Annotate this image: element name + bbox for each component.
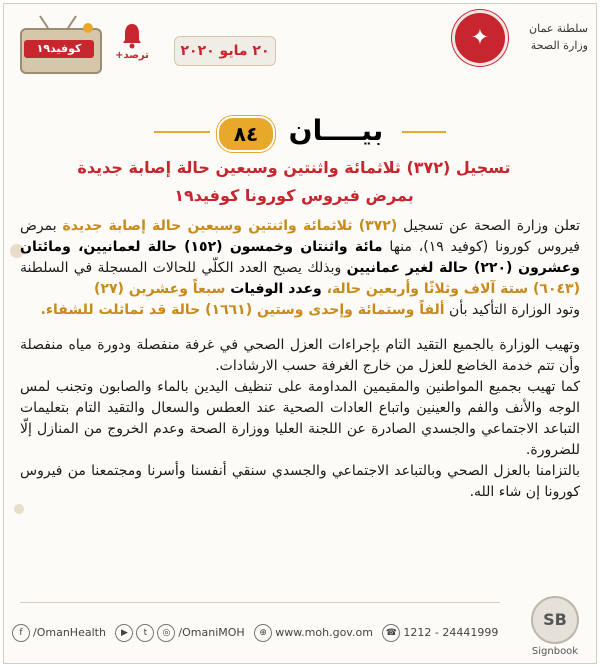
ministry-name bbox=[512, 20, 588, 54]
breakdown-bold: مائة واثنتان وخمسون (١٥٢) حالة لعمانيين، ومائتان وعشرون (٢٢٠) حالة لغير عمانيين bbox=[20, 239, 580, 276]
footer-contacts bbox=[12, 624, 499, 648]
bell-icon bbox=[121, 22, 143, 50]
twitter-icon: t bbox=[136, 624, 154, 642]
text-run: وتود الوزارة التأكيد بأن bbox=[444, 302, 580, 318]
deaths-highlight: سبعاً وعشرين (٢٧) bbox=[94, 281, 226, 297]
youtube-icon: ▶ bbox=[115, 624, 133, 642]
ministry-line-1: سلطنة عمان bbox=[529, 22, 588, 35]
deaths-label: وعدد الوفيات bbox=[225, 281, 327, 297]
new-cases-highlight: (٣٧٢) ثلاثمائة واثنتين وسبعين حالة إصابة جديدة bbox=[62, 218, 398, 234]
facebook-link[interactable] bbox=[12, 624, 106, 642]
instagram-icon: ◎ bbox=[157, 624, 175, 642]
subtitle-line-1: تسجيل (٣٧٢) ثلاثمائة واثنتين وسبعين حالة إصابة جديدة bbox=[77, 158, 511, 177]
globe-icon: ⊕ bbox=[254, 624, 272, 642]
social-links[interactable] bbox=[115, 624, 244, 642]
header bbox=[4, 4, 596, 104]
text-run: بمرض فيروس كورونا (كوفيد ١٩)، منها bbox=[20, 218, 580, 255]
phone-number: 1212 - 24441999 bbox=[403, 626, 499, 639]
title-line-right bbox=[402, 131, 446, 133]
signbook-label: Signbook bbox=[531, 646, 579, 657]
phone-icon: ☎ bbox=[382, 624, 400, 642]
tarassud-logo bbox=[112, 22, 152, 74]
phone-link[interactable] bbox=[382, 624, 498, 642]
facebook-handle: /OmanHealth bbox=[33, 626, 106, 639]
statement-card bbox=[3, 3, 597, 664]
moh-emblem-icon: ✦ bbox=[452, 10, 508, 66]
website-url: www.moh.gov.om bbox=[275, 626, 373, 639]
paragraph-hygiene: كما تهيب بجميع المواطنين والمقيمين المداومة على تنظيف اليدين بالماء والصابون وتجنب لمس الوجه والأنف والفم والعينين واتباع العادات الصحية عند العطس والسعال والتقيد التام بتعليمات التباعد الاجتماعي والجسدي الصادرة عن اللجنة العليا ووزارة الصحة وعدم الخروج من المنازل إلّا للضرورة. bbox=[20, 379, 580, 458]
recovered-highlight: ألفاً وستمائة وإحدى وستين (١٦٦١) حالة قد تماثلت للشفاء. bbox=[40, 302, 445, 318]
paragraph-cases bbox=[20, 216, 580, 321]
tv-graphic bbox=[18, 14, 102, 80]
bell-label: ترصد+ bbox=[115, 50, 149, 61]
signbook-logo bbox=[524, 596, 586, 662]
tv-label: كوفيد١٩ bbox=[24, 40, 94, 58]
footer-divider bbox=[20, 602, 500, 603]
signbook-mark: SB bbox=[531, 596, 579, 644]
social-handle: /OmaniMOH bbox=[178, 626, 245, 639]
facebook-icon: f bbox=[12, 624, 30, 642]
ministry-line-2: وزارة الصحة bbox=[530, 39, 588, 52]
decor-dot bbox=[14, 504, 24, 514]
paragraph-isolation: وتهيب الوزارة بالجميع التقيد التام بإجراءات العزل الصحي في غرفة منفصلة ودورة مياه منفصلة وأن تتم خدمة الخاضع للعزل من خارج الغرفة حسب الارشادات. bbox=[20, 337, 580, 374]
total-cases-highlight: (٦٠٤٣) ستة آلاف وثلاثًا وأربعين حالة، bbox=[326, 281, 580, 297]
date-badge: ٢٠ مايو ٢٠٢٠ bbox=[174, 36, 276, 66]
subtitle-line-2: بمرض فيروس كورونا كوفيد١٩ bbox=[174, 186, 414, 205]
paragraph-closing: بالتزامنا بالعزل الصحي وبالتباعد الاجتماعي والجسدي سنقي أنفسنا وأسرنا ومجتمعنا من فيروس كورونا إن شاء الله. bbox=[20, 463, 580, 500]
website-link[interactable] bbox=[254, 624, 373, 642]
title-line-left bbox=[154, 131, 210, 133]
subtitle bbox=[34, 154, 554, 210]
statement-word: بيــــان bbox=[288, 114, 384, 147]
statement-number: ٨٤ bbox=[217, 116, 275, 152]
text-run: تعلن وزارة الصحة عن تسجيل bbox=[397, 218, 580, 234]
virus-icon bbox=[80, 20, 96, 36]
text-run: وبذلك يصبح العدد الكلّي للحالات المسجلة في السلطنة bbox=[20, 260, 347, 276]
statement-body bbox=[20, 216, 580, 503]
statement-title bbox=[4, 114, 596, 150]
